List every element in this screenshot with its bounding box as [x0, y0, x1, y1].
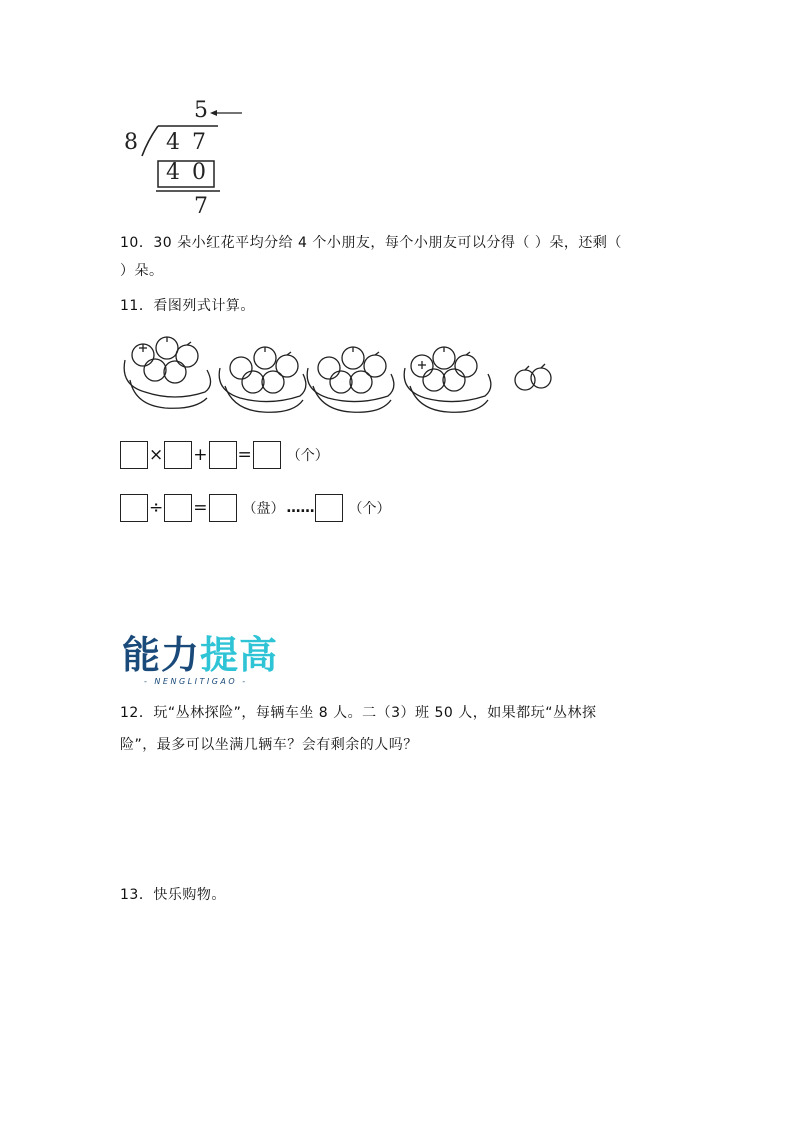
product-ones-digit: 0: [192, 160, 206, 185]
divisor-digit: 8: [124, 130, 138, 155]
question-12-line2: 险”，最多可以坐满几辆车？会有剩余的人吗？: [120, 737, 418, 753]
plate-2: [219, 347, 306, 412]
plate-1: [124, 337, 210, 408]
equation-row-2: [120, 494, 391, 522]
plus-sign: +: [193, 445, 208, 465]
question-10: [120, 229, 720, 285]
equals-sign: =: [193, 498, 208, 518]
question-12-line1: 12．玩“丛林探险”，每辆车坐 8 人。二（3）班 50 人，如果都玩“丛林探: [120, 705, 597, 721]
quotient-digit: 5: [194, 98, 208, 123]
section-logo: [122, 624, 278, 686]
answer-box[interactable]: [209, 494, 237, 522]
plate-4: [404, 347, 491, 412]
unit-label: （个）: [348, 501, 391, 517]
question-12: [120, 699, 720, 759]
logo-subtitle: - NENGLITIGAO -: [144, 677, 248, 686]
divide-sign: ÷: [149, 498, 164, 518]
dividend-ones-digit: 7: [192, 130, 206, 155]
answer-box[interactable]: [164, 494, 192, 522]
equation-row-1: [120, 441, 329, 469]
remainder-digit: 7: [194, 194, 208, 219]
apple-plates-illustration: [115, 330, 575, 420]
question-11-title: 11．看图列式计算。: [120, 298, 255, 314]
loose-apples: [515, 364, 551, 390]
multiply-sign: ×: [149, 445, 164, 465]
question-10-line2: ）朵。: [120, 263, 164, 279]
answer-box[interactable]: [315, 494, 343, 522]
product-tens-digit: 4: [166, 160, 180, 185]
logo-text-cyan: 提高: [200, 633, 279, 677]
question-13-title: 13．快乐购物。: [120, 887, 226, 903]
answer-box[interactable]: [120, 494, 148, 522]
question-10-line1: 10．30 朵小红花平均分给 4 个小朋友，每个小朋友可以分得（ ）朵，还剩（: [120, 235, 622, 251]
logo-text-dark: 能力: [122, 633, 201, 677]
dividend-tens-digit: 4: [166, 130, 180, 155]
answer-box[interactable]: [253, 441, 281, 469]
long-division: [120, 98, 250, 223]
answer-box[interactable]: [209, 441, 237, 469]
unit-label: （个）: [286, 448, 329, 464]
division-bracket-lines: [120, 98, 250, 223]
plate-3: [307, 347, 394, 412]
equals-sign: =: [237, 445, 252, 465]
remainder-dots: ……: [286, 500, 315, 516]
answer-box[interactable]: [120, 441, 148, 469]
answer-box[interactable]: [164, 441, 192, 469]
unit-label: （盘）: [242, 501, 285, 517]
arrow-head: [210, 110, 217, 116]
